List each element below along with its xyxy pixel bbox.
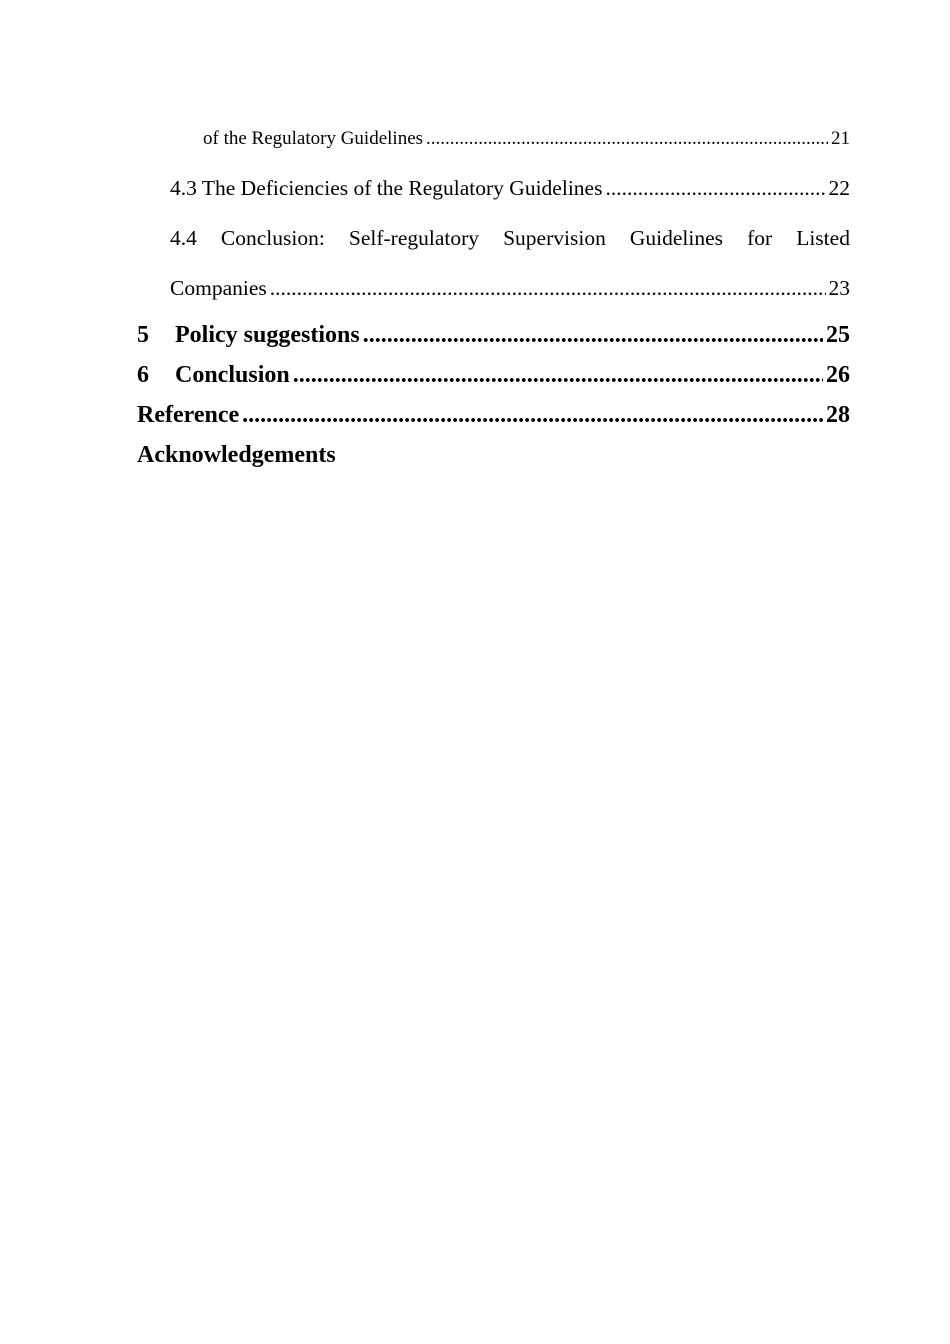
toc-entry-4-4-continuation[interactable]	[170, 276, 850, 301]
toc-chapter-5[interactable]	[137, 322, 850, 349]
toc-acknowledgements[interactable]	[137, 442, 850, 469]
toc-entry-4-3[interactable]	[170, 176, 850, 201]
toc-entry-label: 4.3 The Deficiencies of the Regulatory Guidelines	[170, 176, 603, 200]
toc-word: Self-regulatory	[348, 226, 480, 250]
toc-word: Guidelines	[629, 226, 724, 250]
toc-page-number: 26	[826, 362, 850, 388]
toc-page-number: 28	[826, 402, 850, 428]
dot-leader	[242, 402, 823, 429]
toc-chapter-heading	[137, 322, 360, 349]
toc-word: Conclusion:	[220, 226, 325, 250]
chapter-title: Policy suggestions	[175, 322, 360, 348]
chapter-title: Acknowledgements	[137, 442, 336, 468]
chapter-number: 5	[137, 322, 149, 348]
dot-leader	[270, 276, 826, 301]
toc-chapter-heading	[137, 362, 290, 389]
dot-leader	[426, 128, 828, 150]
chapter-title: Conclusion	[175, 362, 290, 388]
chapter-title: Reference	[137, 402, 240, 428]
toc-reference[interactable]	[137, 402, 850, 429]
toc-page-number: 23	[828, 276, 850, 300]
toc-entry-4-4[interactable]	[170, 226, 850, 251]
toc-word: Supervision	[503, 226, 606, 250]
toc-page-number: 25	[826, 322, 850, 348]
toc-page-number: 21	[831, 128, 850, 149]
dot-leader	[605, 176, 825, 201]
toc-entry-label: Companies	[170, 276, 267, 300]
toc-page-number: 22	[828, 176, 850, 200]
toc-word: 4.4	[170, 226, 197, 250]
dot-leader	[293, 362, 823, 389]
chapter-number: 6	[137, 362, 149, 388]
toc-word: for	[747, 226, 773, 250]
toc-word: Listed	[796, 226, 850, 250]
toc-chapter-6[interactable]	[137, 362, 850, 389]
toc-entry-label: of the Regulatory Guidelines	[203, 128, 424, 149]
dot-leader	[363, 322, 823, 349]
toc-entry-continuation[interactable]	[203, 128, 850, 150]
